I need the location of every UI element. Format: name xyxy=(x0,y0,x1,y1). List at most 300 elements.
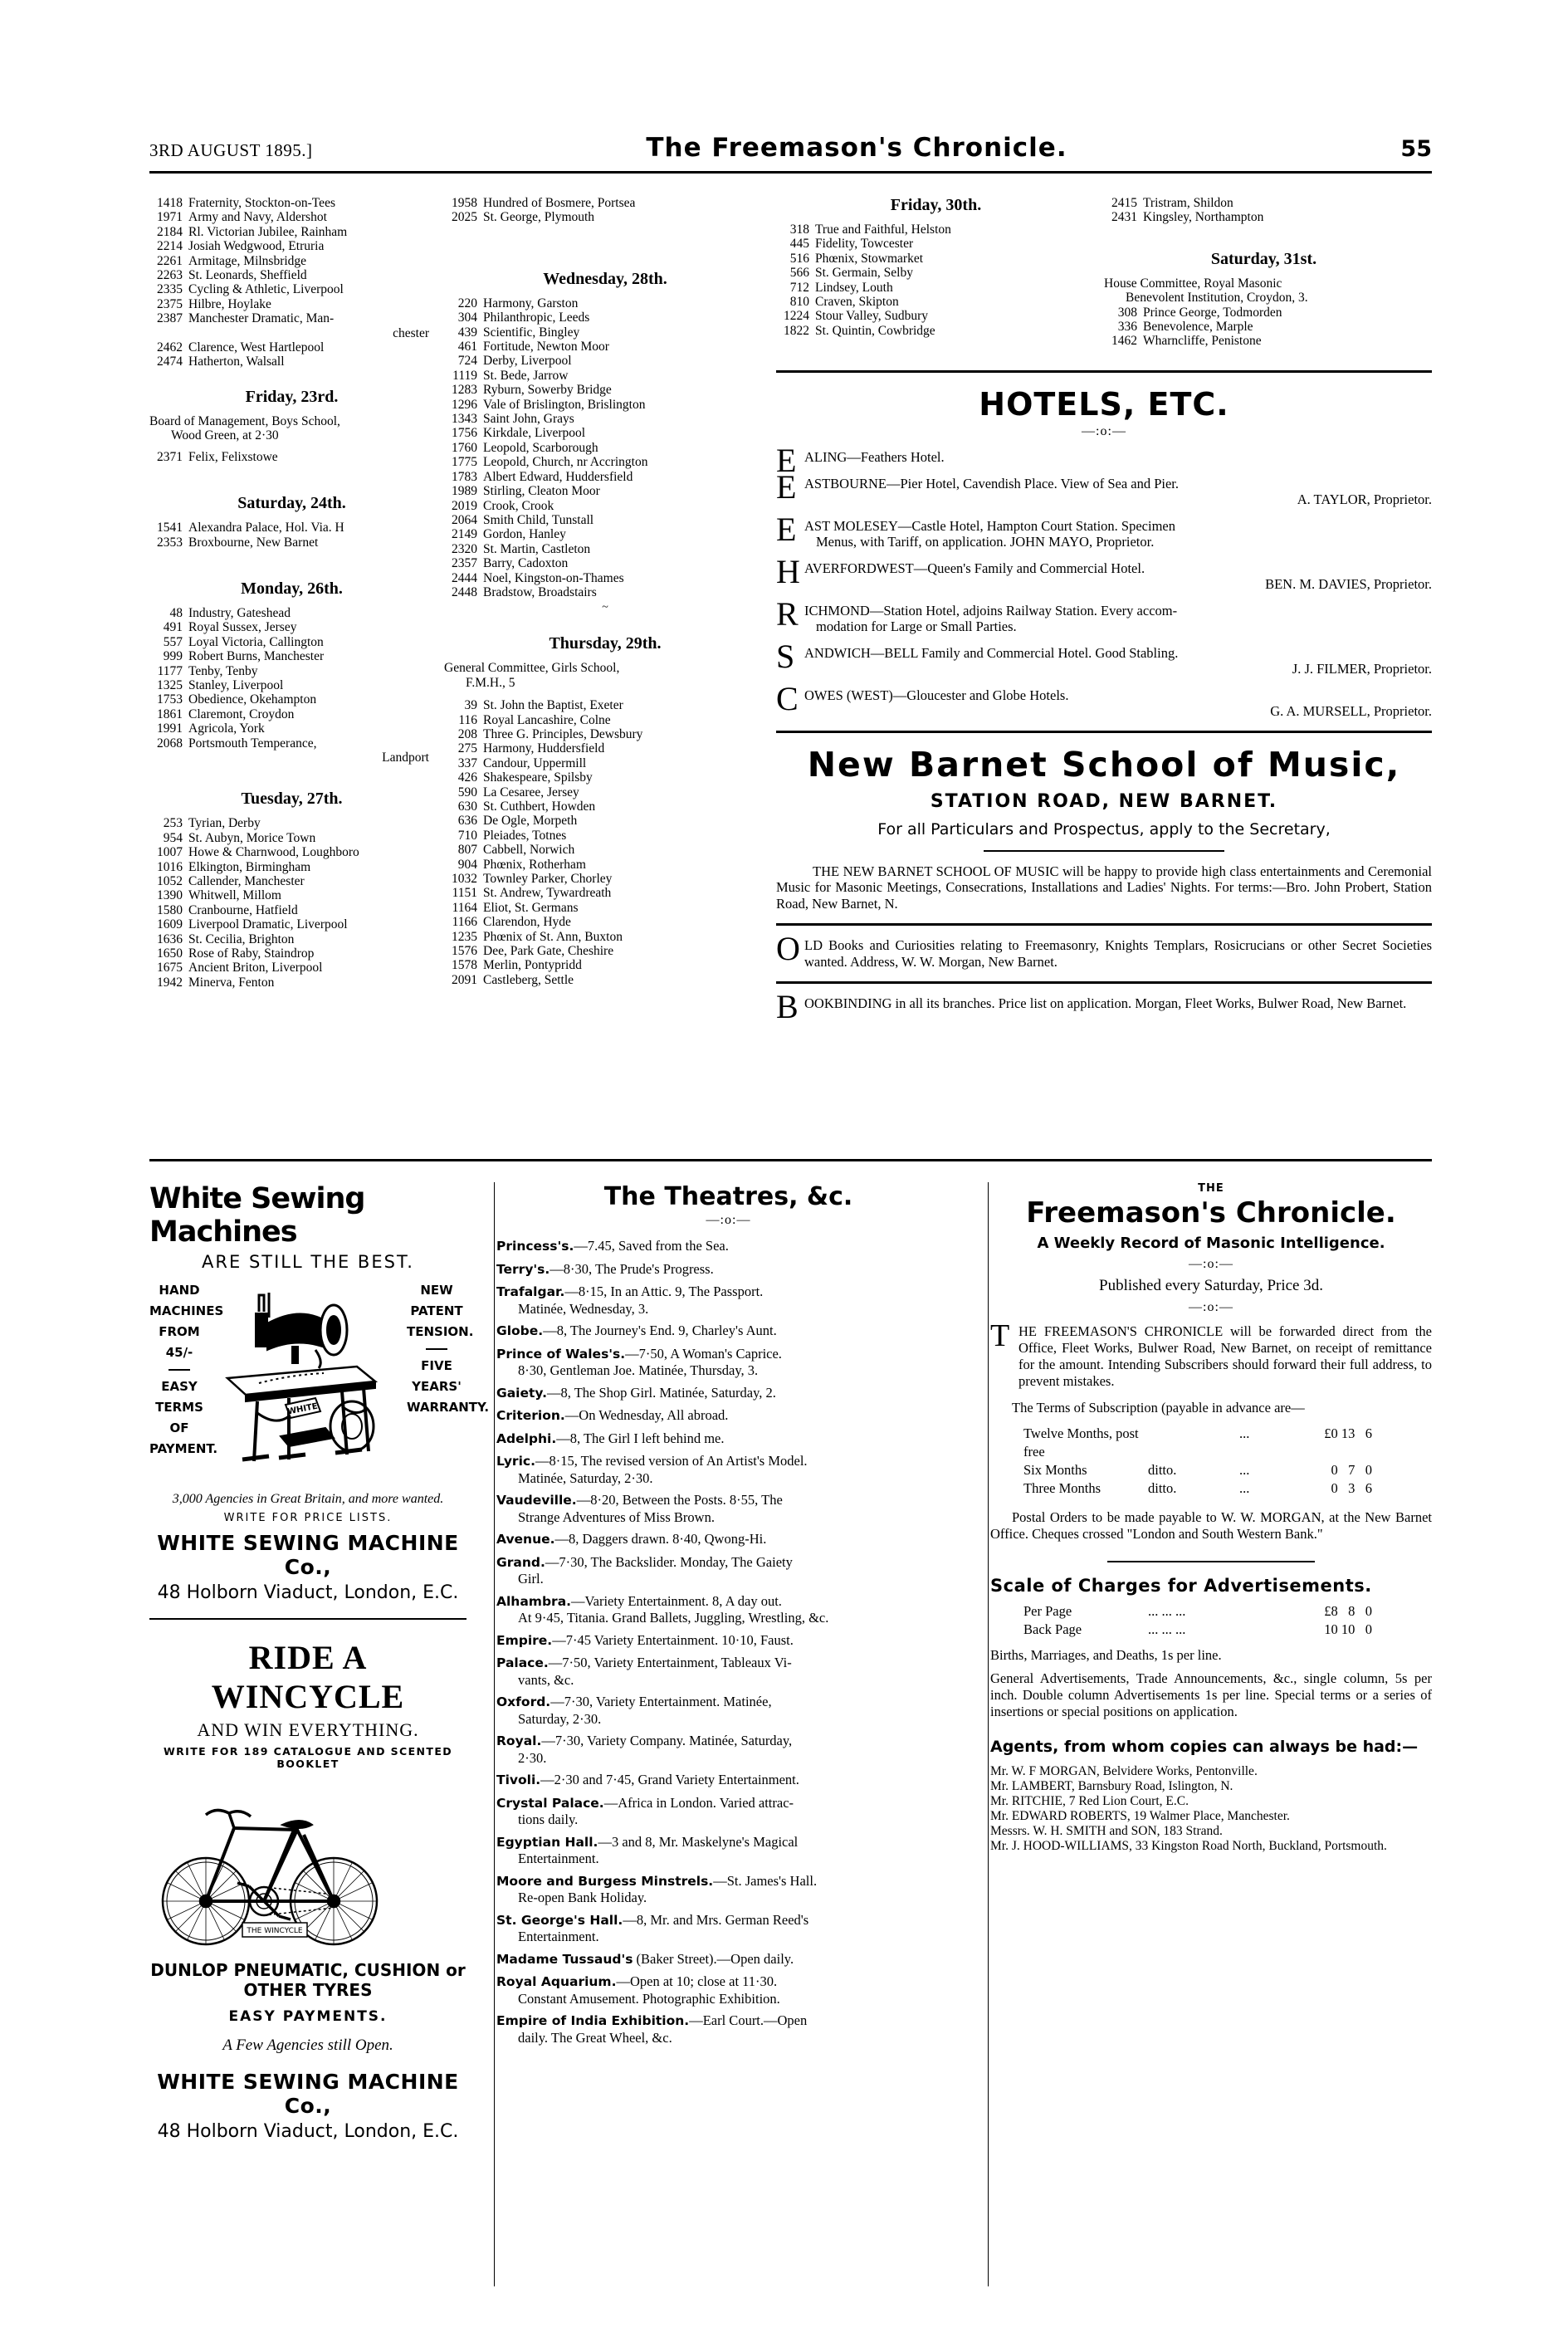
theatres-heading: The Theatres, &c. xyxy=(603,1182,853,1211)
rate-amount: £0 13 6 xyxy=(1324,1425,1372,1441)
lodge-name: Derby, Liverpool xyxy=(483,354,572,369)
lodge-number: 2448 xyxy=(452,584,477,599)
lodge-number: 2335 xyxy=(157,282,183,297)
lodge-number: 2214 xyxy=(157,239,183,254)
theatre-details: —7·45 Variety Entertainment. 10·10, Faust. xyxy=(552,1631,794,1648)
lodge-number: 904 xyxy=(457,857,477,872)
lodge-entry xyxy=(149,239,434,253)
theatre-details-cont: Constant Amusement. Photographic Exhibition. xyxy=(518,1990,780,2007)
lodge-name: Royal Sussex, Jersey xyxy=(188,620,297,635)
theatre-entry xyxy=(496,1694,960,1727)
lodge-entry xyxy=(444,741,766,755)
lodge-entry xyxy=(444,354,766,368)
hotel-listing xyxy=(776,637,1432,677)
agents-heading: Agents, from whom copies can always be had:— xyxy=(990,1738,1419,1756)
day-heading-monday-26: Monday, 26th. xyxy=(241,579,343,598)
lodge-entry xyxy=(444,527,766,541)
lodge-number: 1942 xyxy=(157,975,183,990)
lodge-number: 2263 xyxy=(157,268,183,283)
lodge-number: 337 xyxy=(457,755,477,770)
lodge-number: 1164 xyxy=(452,900,477,915)
wincycle-top-rule xyxy=(149,1618,466,1620)
theatre-entry xyxy=(496,1531,960,1548)
rate-ditto xyxy=(1148,1425,1239,1461)
lodge-entry xyxy=(149,297,434,311)
lodge-name: Portsmouth Temperance, xyxy=(188,736,317,751)
rate-ditto: ditto. xyxy=(1148,1462,1177,1478)
lodge-name: Leopold, Scarborough xyxy=(483,440,598,455)
theatre-details-cont: Saturday, 2·30. xyxy=(518,1710,602,1727)
lodge-number: 1541 xyxy=(157,521,183,535)
theatre-details-cont: Re-open Bank Holiday. xyxy=(518,1890,647,1905)
day-heading-tuesday-27: Tuesday, 27th. xyxy=(241,790,343,809)
theatre-entry xyxy=(496,2012,960,2046)
lodge-name: Royal Lancashire, Colne xyxy=(483,712,611,727)
lodge-name: Josiah Wedgwood, Etruria xyxy=(188,239,325,254)
lodge-entry xyxy=(776,324,1096,338)
sewing-left-terms xyxy=(149,1280,224,1460)
bookbinding-top-rule xyxy=(776,981,1432,984)
lodge-name: Harmony, Garston xyxy=(483,296,579,310)
lodge-name: Kirkdale, Liverpool xyxy=(483,426,586,441)
lodge-number: 1580 xyxy=(157,902,183,917)
lodge-name: Clarence, West Hartlepool xyxy=(188,340,325,355)
day-heading-saturday-31: Saturday, 31st. xyxy=(1210,249,1317,268)
wincycle-illustration xyxy=(149,1777,466,1955)
theatre-details: —Africa in London. Varied attrac- xyxy=(603,1794,794,1811)
theatre-name: Princess's. xyxy=(496,1239,574,1254)
lodge-name: Agricola, York xyxy=(188,721,265,736)
lodge-name: La Cesaree, Jersey xyxy=(483,785,579,799)
lodge-entry xyxy=(149,874,434,888)
lower-column-two xyxy=(481,1182,975,2142)
sewing-company-name: WHITE SEWING MACHINE Co., xyxy=(157,1531,459,1579)
drop-cap: B xyxy=(776,988,799,1026)
lodge-entry xyxy=(149,268,434,282)
lodge-entry xyxy=(149,975,434,990)
chronicle-para-1-text: HE FREEMASON'S CHRONICLE will be forwarded direct from the Office, Fleet Works, Bulwer Road, New Barnet, on receipt of remittance for the amount. Intending Subscribers should forward their full address, to prevent mistakes. xyxy=(1018,1323,1432,1389)
lodge-number: 2261 xyxy=(157,253,183,268)
lodge-name: Claremont, Croydon xyxy=(188,707,295,721)
lodge-entry xyxy=(444,398,766,412)
lodge-name: Lindsey, Louth xyxy=(815,280,893,295)
theatre-details: —3 and 8, Mr. Maskelyne's Magical xyxy=(598,1833,799,1850)
lodge-entry xyxy=(444,698,766,712)
lodge-number: 2091 xyxy=(452,972,477,987)
lodge-entry xyxy=(444,713,766,727)
wincycle-company-address: 48 Holborn Viaduct, London, E.C. xyxy=(157,2121,459,2142)
lodge-entry xyxy=(149,946,434,961)
lodge-name: Hatherton, Walsall xyxy=(188,354,285,369)
theatre-details: —8·30, The Prude's Progress. xyxy=(550,1260,714,1277)
lodge-number: 1418 xyxy=(157,196,183,210)
chronicle-subtitle: A Weekly Record of Masonic Intelligence. xyxy=(1037,1235,1385,1252)
hotels-top-rule xyxy=(776,370,1432,373)
births-rate: Births, Marriages, and Deaths, 1s per line. xyxy=(990,1647,1222,1663)
hotel-text: ASTBOURNE—Pier Hotel, Cavendish Place. View of Sea and Pier. xyxy=(804,475,1180,491)
lodge-number: 999 xyxy=(163,649,183,664)
rate-label: Six Months xyxy=(1023,1462,1087,1478)
lodge-number: 1609 xyxy=(157,917,183,932)
lodge-number: 566 xyxy=(789,266,809,281)
hotel-proprietor: J. J. FILMER, Proprietor. xyxy=(1292,660,1432,677)
sewing-agencies-note: 3,000 Agencies in Great Britain, and more wanted. xyxy=(172,1492,444,1506)
lodge-number: 2444 xyxy=(452,570,477,585)
hotel-listing xyxy=(776,441,1432,479)
theatre-entry xyxy=(496,1593,960,1626)
lodge-number: 2149 xyxy=(452,527,477,542)
lodge-entry xyxy=(444,829,766,843)
lodge-number: 2462 xyxy=(157,340,183,355)
theatre-name: Moore and Burgess Minstrels. xyxy=(496,1873,714,1889)
lodge-name: Townley Parker, Chorley xyxy=(483,872,613,887)
hotel-text: AVERFORDWEST—Queen's Family and Commercial Hotel. xyxy=(804,560,1145,576)
lodge-name: Harmony, Huddersfield xyxy=(483,741,605,756)
theatre-entry xyxy=(496,1346,960,1379)
lodge-entry xyxy=(149,845,434,859)
lodge-entry xyxy=(444,426,766,440)
lodge-number: 1224 xyxy=(784,309,809,324)
lodge-entry xyxy=(149,707,434,721)
hotel-proprietor: G. A. MURSELL, Proprietor. xyxy=(1270,702,1432,719)
lodge-entry xyxy=(149,917,434,931)
lodge-entry xyxy=(149,521,434,535)
rate-dots: ... xyxy=(1239,1480,1250,1496)
theatre-name: Gaiety. xyxy=(496,1385,547,1401)
lodge-entry xyxy=(444,843,766,857)
lodge-entry xyxy=(776,266,1096,280)
lodge-number: 2068 xyxy=(157,736,183,751)
lodge-number: 1177 xyxy=(157,663,183,678)
lodge-number: 1775 xyxy=(452,455,477,470)
lodge-entry xyxy=(444,310,766,325)
theatre-name: Adelphi. xyxy=(496,1430,557,1446)
lodge-number: 208 xyxy=(457,726,477,741)
lodge-name: Leopold, Church, nr Accrington xyxy=(483,455,648,470)
lodge-entry xyxy=(444,785,766,799)
lodge-number: 1783 xyxy=(452,469,477,484)
wincycle-subtitle: AND WIN EVERYTHING. xyxy=(197,1719,419,1740)
agent-entry: Mr. LAMBERT, Barnsbury Road, Islington, N. xyxy=(990,1779,1233,1793)
lodge-name: St. George, Plymouth xyxy=(483,210,595,225)
lodge-name: Stanley, Liverpool xyxy=(188,677,284,692)
hotel-proprietor: BEN. M. DAVIES, Proprietor. xyxy=(1265,575,1432,592)
hotels-ornament: —:o:— xyxy=(1082,423,1126,438)
lodge-name: Ryburn, Sowerby Bridge xyxy=(483,383,612,398)
theatre-name: Vaudeville. xyxy=(496,1493,577,1508)
theatre-name: Avenue. xyxy=(496,1532,555,1547)
theatre-name: Prince of Wales's. xyxy=(496,1346,626,1362)
wincycle-company-name: WHITE SEWING MACHINE Co., xyxy=(157,2070,459,2118)
lodge-name: Liverpool Dramatic, Liverpool xyxy=(188,917,348,932)
lodge-name: Fortitude, Newton Moor xyxy=(483,340,609,354)
lodge-name: Eliot, St. Germans xyxy=(483,900,579,915)
lodge-number: 1861 xyxy=(157,707,183,721)
old-books-ad xyxy=(776,930,1432,970)
lodge-name: Candour, Uppermill xyxy=(483,755,587,770)
lodge-number: 1753 xyxy=(157,692,183,707)
theatre-name: Tivoli. xyxy=(496,1772,541,1787)
meeting-note xyxy=(149,414,434,443)
lodge-name: Industry, Gateshead xyxy=(188,605,291,620)
lodge-entry xyxy=(149,635,434,649)
chronicle-para-1 xyxy=(990,1318,1432,1390)
lodge-entry xyxy=(149,903,434,917)
theatre-entry xyxy=(496,1430,960,1448)
lodge-entry xyxy=(444,455,766,469)
lodge-number: 426 xyxy=(457,770,477,785)
lodge-entry xyxy=(444,441,766,455)
lodge-name: Fidelity, Towcester xyxy=(815,237,914,252)
lodge-name: Cycling & Athletic, Liverpool xyxy=(188,282,344,297)
theatre-name: St. George's Hall. xyxy=(496,1912,623,1928)
sewing-right-line-1: NEW xyxy=(420,1283,453,1298)
sewing-left2-line-4: PAYMENT. xyxy=(149,1441,218,1456)
page-number: 55 xyxy=(1400,136,1432,162)
lodge-entry xyxy=(149,450,434,464)
theatre-details: —8, The Shop Girl. Matinée, Saturday, 2. xyxy=(547,1384,776,1401)
lodge-name: Three G. Principles, Dewsbury xyxy=(483,726,643,741)
lodge-number: 590 xyxy=(457,785,477,799)
agent-entry: Mr. EDWARD ROBERTS, 19 Walmer Place, Manchester. xyxy=(990,1809,1290,1823)
lodge-entry xyxy=(444,571,766,585)
theatre-name: Globe. xyxy=(496,1323,544,1338)
theatre-entry xyxy=(496,1834,960,1867)
lodge-name: De Ogle, Morpeth xyxy=(483,814,578,829)
theatre-entry xyxy=(496,1492,960,1525)
sewing-right-line-3: TENSION. xyxy=(407,1324,474,1339)
meeting-note-line1: House Committee, Royal Masonic xyxy=(1104,276,1282,291)
theatre-name: Royal. xyxy=(496,1733,542,1748)
lodge-entry xyxy=(776,252,1096,266)
scale-heading: Scale of Charges for Advertisements. xyxy=(990,1576,1372,1596)
oldbooks-top-rule xyxy=(776,923,1432,926)
saturday-31-block xyxy=(1104,196,1432,349)
sewing-right-line-2: PATENT xyxy=(410,1303,463,1318)
lodge-entry xyxy=(1104,306,1424,320)
lodge-entry xyxy=(149,736,434,751)
theatre-details: —7.45, Saved from the Sea. xyxy=(574,1238,729,1254)
wincycle-tyres: DUNLOP PNEUMATIC, CUSHION or OTHER TYRES xyxy=(150,1960,466,2000)
lodge-entry xyxy=(149,932,434,946)
lodge-entry xyxy=(149,210,434,224)
sewing-company-address: 48 Holborn Viaduct, London, E.C. xyxy=(157,1582,459,1603)
school-body xyxy=(776,863,1432,912)
lodge-number: 1390 xyxy=(157,888,183,903)
chronicle-para-2: The Terms of Subscription (payable in advance are— xyxy=(1012,1400,1305,1416)
lodge-number: 48 xyxy=(169,605,183,620)
lodge-entry xyxy=(149,282,434,296)
theatre-entry xyxy=(496,1912,960,1945)
lodge-entry xyxy=(1104,210,1424,224)
mid-page-rule xyxy=(149,1159,1432,1161)
lodge-number: 461 xyxy=(457,340,477,354)
lodge-entry xyxy=(149,692,434,707)
bicycle-icon xyxy=(149,1777,390,1955)
machine-brand-label: WHITE xyxy=(286,1401,319,1417)
meeting-note-line2: Benevolent Institution, Croydon, 3. xyxy=(1126,291,1308,306)
hotel-text: ALING—Feathers Hotel. xyxy=(804,448,945,465)
meeting-note-line1: Board of Management, Boys School, xyxy=(149,413,340,428)
lodge-name: Fraternity, Stockton-on-Tees xyxy=(188,196,335,210)
lodge-number: 308 xyxy=(1117,305,1137,320)
lodge-name: Philanthropic, Leeds xyxy=(483,310,590,325)
theatre-entry xyxy=(496,1238,960,1255)
theatre-entry xyxy=(496,1733,960,1766)
drop-cap: R xyxy=(776,594,799,633)
day-heading-friday-30: Friday, 30th. xyxy=(890,196,982,214)
lodge-entry xyxy=(149,816,434,830)
column-one xyxy=(149,196,444,1012)
rate-amount: 0 3 6 xyxy=(1331,1480,1372,1496)
lodge-number: 1166 xyxy=(452,915,477,930)
lodge-number: 954 xyxy=(163,830,183,845)
lodge-name: Clarendon, Hyde xyxy=(483,915,571,930)
lodge-entry xyxy=(149,354,434,369)
theatre-name: Crystal Palace. xyxy=(496,1795,604,1811)
lodge-name: Elkington, Birmingham xyxy=(188,859,311,874)
issue-date: 3RD AUGUST 1895.] xyxy=(149,140,313,160)
sewing-left2-line-3: OF xyxy=(169,1420,189,1435)
lodge-name: Kingsley, Northampton xyxy=(1143,210,1264,225)
lodge-entry xyxy=(776,237,1096,251)
meeting-note-line1: General Committee, Girls School, xyxy=(444,661,620,676)
lodge-entry xyxy=(149,860,434,874)
hotels-heading: HOTELS, ETC. xyxy=(979,385,1229,423)
theatre-name: Egyptian Hall. xyxy=(496,1834,598,1850)
hotel-text: ANDWICH—BELL Family and Commercial Hotel. Good Stabling. xyxy=(804,644,1179,661)
scale-row xyxy=(990,1621,1432,1639)
sewing-machine-subtitle: ARE STILL THE BEST. xyxy=(202,1252,414,1272)
hotel-text: OWES (WEST)—Gloucester and Globe Hotels. xyxy=(804,687,1069,703)
lodge-entry xyxy=(444,196,766,210)
drop-cap: T xyxy=(990,1318,1010,1353)
lodge-entry xyxy=(444,973,766,987)
lodge-entry xyxy=(149,649,434,663)
theatre-entry xyxy=(496,1407,960,1425)
rate-ditto: ditto. xyxy=(1148,1480,1177,1496)
theatre-details-cont: Matinée, Saturday, 2·30. xyxy=(518,1469,653,1486)
lodge-name: Howe & Charnwood, Loughboro xyxy=(188,845,359,860)
drop-cap: C xyxy=(776,679,799,717)
meeting-note xyxy=(444,661,766,690)
theatre-details: —On Wednesday, All abroad. xyxy=(564,1407,729,1423)
masthead xyxy=(149,133,1432,163)
lodge-name: Crook, Crook xyxy=(483,498,554,513)
hotel-listing xyxy=(776,679,1432,719)
lodge-entry xyxy=(776,309,1096,323)
school-title: New Barnet School of Music, xyxy=(807,744,1401,785)
lodge-name: Albert Edward, Huddersfield xyxy=(483,469,633,484)
lodge-number: 1675 xyxy=(157,961,183,975)
chronicle-the-label: THE xyxy=(1198,1182,1224,1195)
lodge-name: Rl. Victorian Jubilee, Rainham xyxy=(188,224,348,239)
lodge-entry xyxy=(149,961,434,975)
lodge-name: Felix, Felixstowe xyxy=(188,449,278,464)
lodge-name: Vale of Brislington, Brislington xyxy=(483,397,646,412)
theatre-entry xyxy=(496,1284,960,1317)
lodge-number: 1343 xyxy=(452,412,477,427)
sewing-right-terms xyxy=(407,1280,490,1418)
theatre-details: —8·20, Between the Posts. 8·55, The xyxy=(576,1492,783,1508)
lodge-entry xyxy=(149,225,434,239)
chronicle-ornament-1: —:o:— xyxy=(1189,1257,1233,1271)
lodge-entry xyxy=(444,915,766,929)
lodge-name: Tenby, Tenby xyxy=(188,663,258,678)
lower-column-one xyxy=(149,1182,490,2142)
lodge-name: Wharncliffe, Penistone xyxy=(1143,334,1262,349)
theatre-entry xyxy=(496,1873,960,1906)
theatre-name: Oxford. xyxy=(496,1694,551,1709)
lodge-name: Obedience, Okehampton xyxy=(188,692,317,707)
lodge-number: 253 xyxy=(163,816,183,831)
publication-title: The Freemason's Chronicle. xyxy=(646,133,1067,163)
lodge-number: 724 xyxy=(457,354,477,369)
lodge-name: Alexandra Palace, Hol. Via. H xyxy=(188,521,344,535)
sewing-left-line-1: HAND xyxy=(159,1283,200,1298)
lodge-entry xyxy=(776,281,1096,295)
lodge-number: 1016 xyxy=(157,859,183,874)
lodge-number: 2320 xyxy=(452,541,477,556)
lodge-number: 2375 xyxy=(157,296,183,311)
lodge-name: Craven, Skipton xyxy=(815,295,899,310)
theatre-details-cont: tions daily. xyxy=(518,1812,579,1827)
lodge-entry xyxy=(444,799,766,814)
sewing-left2-line-2: TERMS xyxy=(155,1400,203,1415)
lodge-number: 2184 xyxy=(157,224,183,239)
scale-label: Back Page xyxy=(1023,1621,1082,1637)
day-heading-saturday-24: Saturday, 24th. xyxy=(237,494,346,513)
lodge-name: Ancient Briton, Liverpool xyxy=(188,961,323,975)
lodge-name: Phœnix of St. Ann, Buxton xyxy=(483,929,623,944)
divider-dash xyxy=(426,1348,447,1350)
lodge-number: 2474 xyxy=(157,354,183,369)
lodge-entry xyxy=(149,196,434,210)
lodge-name: Saint John, Grays xyxy=(483,412,574,427)
sewing-machine-body xyxy=(149,1280,490,1484)
sewing-machine-illustration xyxy=(209,1280,407,1484)
rate-row xyxy=(990,1479,1432,1498)
lodge-number: 1235 xyxy=(452,929,477,944)
agents-list xyxy=(990,1764,1432,1854)
lodge-number: 2019 xyxy=(452,498,477,513)
lodge-number: 2431 xyxy=(1111,210,1137,225)
theatre-name: Empire of India Exhibition. xyxy=(496,2013,690,2028)
lodge-number: 1636 xyxy=(157,931,183,946)
theatre-details: —8, The Journey's End. 9, Charley's Aunt. xyxy=(543,1323,777,1338)
theatre-entry xyxy=(496,1554,960,1587)
theatre-details-cont: vants, &c. xyxy=(518,1671,574,1688)
wincycle-agencies: A Few Agencies still Open. xyxy=(222,2037,393,2054)
lodge-entry xyxy=(149,340,434,354)
lodge-entry xyxy=(149,620,434,634)
lodge-name: St. Martin, Castleton xyxy=(483,541,591,556)
theatre-name: Empire. xyxy=(496,1632,553,1648)
old-books-text: LD Books and Curiosities relating to Freemasonry, Knights Templars, Rosicrucians or other Secret Societies wanted. Address, W. W. Morgan, New Barnet. xyxy=(804,937,1432,970)
sewing-left-line-3: FROM xyxy=(159,1324,200,1339)
theatre-details: —8·15, The revised version of An Artist's Model. xyxy=(535,1453,808,1469)
lodge-entry xyxy=(444,470,766,484)
theatre-name: Lyric. xyxy=(496,1454,535,1469)
lodge-number: 2387 xyxy=(157,311,183,326)
theatre-details-cont: 2·30. xyxy=(518,1749,547,1766)
lodge-entry xyxy=(444,513,766,527)
agent-entry: Messrs. W. H. SMITH and SON, 183 Strand. xyxy=(990,1824,1223,1838)
lodge-entry xyxy=(444,210,766,224)
bookbinding-text: OOKBINDING in all its branches. Price list on application. Morgan, Fleet Works, Bulwer Road, New Barnet. xyxy=(804,995,1407,1012)
rate-dots: ... xyxy=(1239,1425,1250,1441)
lodge-name: Merlin, Pontypridd xyxy=(483,958,582,973)
